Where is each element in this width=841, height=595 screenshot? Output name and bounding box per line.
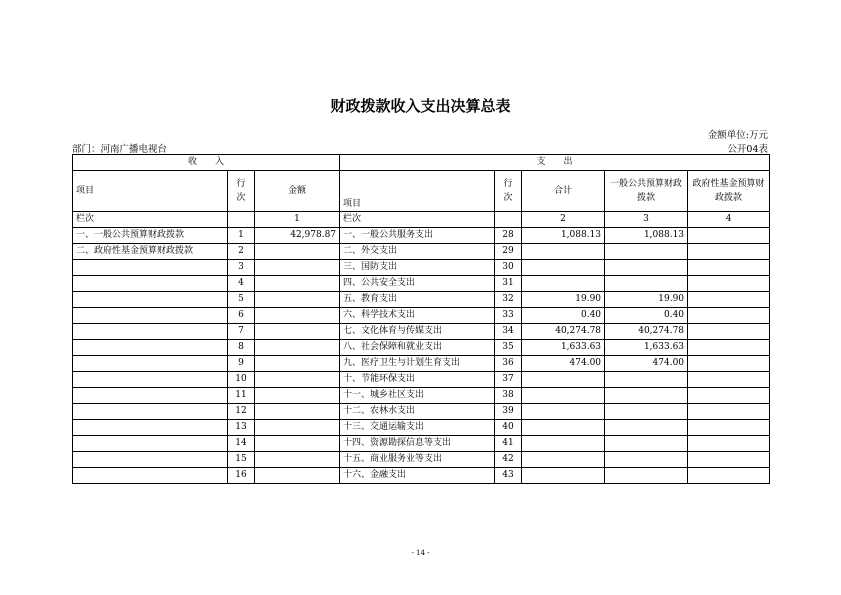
expense-fund-cell: [688, 292, 770, 308]
col-number-1: 1: [255, 212, 340, 228]
table-row: [73, 244, 770, 260]
form-code: 公开04表: [727, 144, 768, 155]
expense-item-cell: 五、教育支出: [340, 292, 495, 308]
expense-fund-cell: [688, 436, 770, 452]
expense-total-cell: [522, 452, 605, 468]
table-row: [73, 420, 770, 436]
income-item-cell: [73, 324, 228, 340]
table-row: [73, 356, 770, 372]
expense-item-cell: 十一、城乡社区支出: [340, 388, 495, 404]
expense-general-cell: [605, 468, 688, 484]
expense-line-cell: 37: [495, 372, 522, 388]
expense-fund-cell: [688, 324, 770, 340]
expense-line-cell: 41: [495, 436, 522, 452]
income-line-cell: 7: [228, 324, 255, 340]
table-row: [73, 340, 770, 356]
income-line-cell: 10: [228, 372, 255, 388]
expense-general-cell: [605, 276, 688, 292]
expense-fund-cell: [688, 468, 770, 484]
income-amount-cell: [255, 436, 340, 452]
income-line-cell: 16: [228, 468, 255, 484]
expense-header: 支 出: [340, 155, 770, 171]
expense-line-cell: 40: [495, 420, 522, 436]
expense-general-cell: [605, 244, 688, 260]
expense-total-cell: 19.90: [522, 292, 605, 308]
expense-general-cell: 474.00: [605, 356, 688, 372]
amount-unit: 金额单位:万元: [707, 130, 768, 141]
col-number-4: 4: [688, 212, 770, 228]
expense-fund-cell: [688, 452, 770, 468]
section-header-row: [73, 155, 770, 171]
income-line-cell: 15: [228, 452, 255, 468]
expense-item-cell: 十六、金融支出: [340, 468, 495, 484]
income-amount-cell: [255, 244, 340, 260]
expense-item-cell: 十五、商业服务业等支出: [340, 452, 495, 468]
table-row: [73, 260, 770, 276]
expense-total-cell: 40,274.78: [522, 324, 605, 340]
income-line-cell: 9: [228, 356, 255, 372]
page-title: 财政拨款收入支出决算总表: [330, 97, 511, 115]
expense-line-cell: 34: [495, 324, 522, 340]
income-item-cell: [73, 308, 228, 324]
table-row: [73, 468, 770, 484]
table-row: [73, 388, 770, 404]
col-number-3: 3: [605, 212, 688, 228]
expense-line-header: 行 次: [495, 171, 522, 212]
expense-total-cell: 0.40: [522, 308, 605, 324]
income-amount-cell: [255, 404, 340, 420]
income-item-cell: [73, 340, 228, 356]
expense-item-cell: 二、外交支出: [340, 244, 495, 260]
expense-general-cell: [605, 372, 688, 388]
expense-fund-cell: [688, 244, 770, 260]
expense-item-cell: 七、文化体育与传媒支出: [340, 324, 495, 340]
expense-item-cell: 十、节能环保支出: [340, 372, 495, 388]
expense-fund-cell: [688, 340, 770, 356]
income-line-cell: 5: [228, 292, 255, 308]
table-row: [73, 372, 770, 388]
expense-total-cell: [522, 260, 605, 276]
column-number-row: [73, 212, 770, 228]
income-amount-cell: [255, 356, 340, 372]
expense-general-cell: 19.90: [605, 292, 688, 308]
expense-fund-cell: [688, 404, 770, 420]
income-amount-cell: [255, 468, 340, 484]
income-line-cell: 12: [228, 404, 255, 420]
income-amount-cell: [255, 292, 340, 308]
expense-line-cell: 29: [495, 244, 522, 260]
column-header-row: [73, 171, 770, 212]
income-line-cell: 4: [228, 276, 255, 292]
income-item-cell: 二、政府性基金预算财政拨款: [73, 244, 228, 260]
expense-line-cell: 33: [495, 308, 522, 324]
income-line-cell: 2: [228, 244, 255, 260]
expense-item-cell: 九、医疗卫生与计划生育支出: [340, 356, 495, 372]
income-item-cell: [73, 372, 228, 388]
income-line-cell: 13: [228, 420, 255, 436]
expense-general-cell: 0.40: [605, 308, 688, 324]
income-item-cell: [73, 404, 228, 420]
table-row: [73, 452, 770, 468]
col-label-left: 栏次: [73, 212, 228, 228]
income-amount-cell: [255, 388, 340, 404]
income-amount-cell: [255, 372, 340, 388]
table-row: [73, 292, 770, 308]
expense-item-cell: 十四、资源勘探信息等支出: [340, 436, 495, 452]
expense-total-cell: [522, 276, 605, 292]
income-line-cell: 11: [228, 388, 255, 404]
income-item-cell: [73, 292, 228, 308]
table-row: [73, 324, 770, 340]
expense-total-cell: 1,633.63: [522, 340, 605, 356]
expense-fund-cell: [688, 228, 770, 244]
expense-item-cell: 一、一般公共服务支出: [340, 228, 495, 244]
expense-item-header: 项目: [340, 171, 495, 212]
expense-line-cell: 30: [495, 260, 522, 276]
expense-line-cell: 42: [495, 452, 522, 468]
expense-total-cell: [522, 468, 605, 484]
expense-general-cell: [605, 404, 688, 420]
expense-fund-cell: [688, 260, 770, 276]
table-row: [73, 436, 770, 452]
income-line-cell: 1: [228, 228, 255, 244]
expense-general-cell: 40,274.78: [605, 324, 688, 340]
income-item-cell: [73, 388, 228, 404]
expense-line-cell: 39: [495, 404, 522, 420]
expense-fund-cell: [688, 372, 770, 388]
income-item-cell: 一、一般公共预算财政拨款: [73, 228, 228, 244]
expense-general-cell: [605, 420, 688, 436]
total-header: 合计: [522, 171, 605, 212]
expense-fund-cell: [688, 308, 770, 324]
income-item-cell: [73, 276, 228, 292]
income-item-cell: [73, 436, 228, 452]
department-label: 部门：河南广播电视台: [72, 144, 168, 155]
expense-total-cell: [522, 388, 605, 404]
expense-total-cell: [522, 244, 605, 260]
expense-total-cell: 474.00: [522, 356, 605, 372]
income-line-cell: 14: [228, 436, 255, 452]
expense-fund-cell: [688, 420, 770, 436]
expense-general-cell: [605, 436, 688, 452]
expense-item-cell: 六、科学技术支出: [340, 308, 495, 324]
income-line-cell: 8: [228, 340, 255, 356]
fund-budget-header: 政府性基金预算财政拨款: [688, 171, 770, 212]
budget-table: [72, 154, 770, 484]
expense-fund-cell: [688, 356, 770, 372]
expense-total-cell: [522, 420, 605, 436]
expense-general-cell: 1,633.63: [605, 340, 688, 356]
expense-fund-cell: [688, 276, 770, 292]
page-number: - 14 -: [411, 549, 430, 557]
col-label-right: 栏次: [340, 212, 495, 228]
col-number-2: 2: [522, 212, 605, 228]
expense-item-cell: 十三、交通运输支出: [340, 420, 495, 436]
income-line-cell: 6: [228, 308, 255, 324]
expense-general-cell: [605, 388, 688, 404]
expense-line-cell: 32: [495, 292, 522, 308]
income-amount-cell: 42,978.87: [255, 228, 340, 244]
expense-item-cell: 十二、农林水支出: [340, 404, 495, 420]
income-amount-cell: [255, 340, 340, 356]
expense-line-cell: 38: [495, 388, 522, 404]
expense-item-cell: 八、社会保障和就业支出: [340, 340, 495, 356]
income-amount-cell: [255, 260, 340, 276]
income-item-cell: [73, 260, 228, 276]
expense-line-cell: 43: [495, 468, 522, 484]
expense-total-cell: [522, 404, 605, 420]
income-header: 收 入: [73, 155, 340, 171]
general-budget-header: 一般公共预算财政拨款: [605, 171, 688, 212]
table-row: [73, 308, 770, 324]
income-amount-cell: [255, 452, 340, 468]
income-amount-cell: [255, 420, 340, 436]
expense-line-cell: 31: [495, 276, 522, 292]
amount-header: 金额: [255, 171, 340, 212]
expense-total-cell: [522, 436, 605, 452]
income-item-cell: [73, 468, 228, 484]
expense-item-cell: 三、国防支出: [340, 260, 495, 276]
income-line-header: 行 次: [228, 171, 255, 212]
income-line-cell: 3: [228, 260, 255, 276]
income-item-cell: [73, 420, 228, 436]
income-item-header: 项目: [73, 171, 228, 212]
income-amount-cell: [255, 324, 340, 340]
expense-line-cell: 35: [495, 340, 522, 356]
expense-fund-cell: [688, 388, 770, 404]
expense-total-cell: [522, 372, 605, 388]
expense-general-cell: 1,088.13: [605, 228, 688, 244]
table-row: [73, 276, 770, 292]
expense-general-cell: [605, 260, 688, 276]
expense-item-cell: 四、公共安全支出: [340, 276, 495, 292]
income-item-cell: [73, 452, 228, 468]
income-amount-cell: [255, 308, 340, 324]
table-row: [73, 228, 770, 244]
expense-line-cell: 36: [495, 356, 522, 372]
table-row: [73, 404, 770, 420]
expense-total-cell: 1,088.13: [522, 228, 605, 244]
expense-line-cell: 28: [495, 228, 522, 244]
income-item-cell: [73, 356, 228, 372]
expense-general-cell: [605, 452, 688, 468]
income-amount-cell: [255, 276, 340, 292]
